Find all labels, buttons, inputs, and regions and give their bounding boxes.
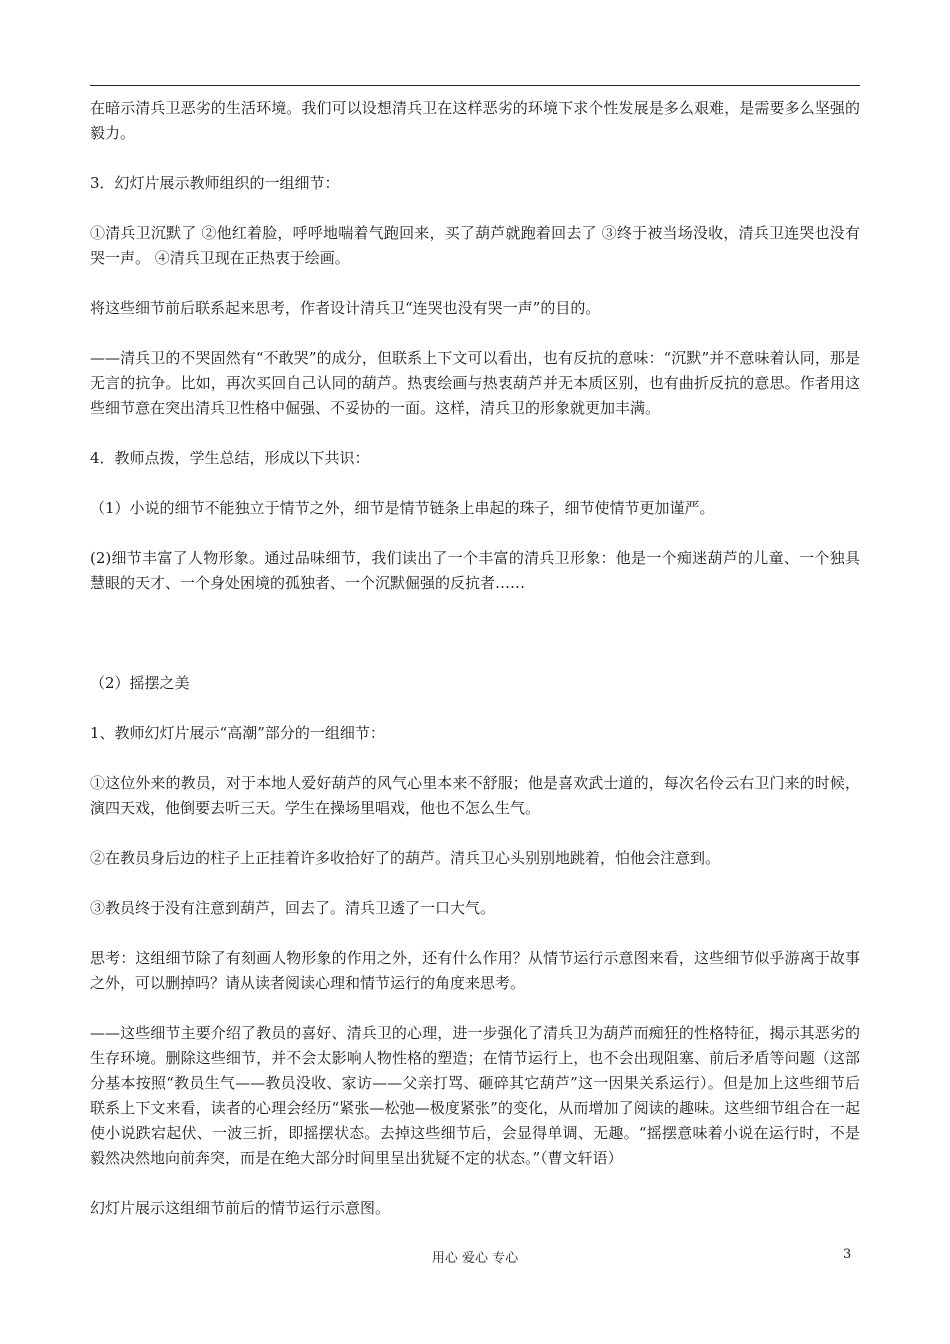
paragraph: 将这些细节前后联系起来思考，作者设计清兵卫“连哭也没有哭一声”的目的。 bbox=[90, 299, 601, 317]
section-heading: （2）摇摆之美 bbox=[90, 674, 190, 692]
paragraph: ①这位外来的教员，对于本地人爱好葫芦的风气心里本来不舒服；他是喜欢武士道的，每次名伶云右卫门来的时候，演四天戏，他倒要去听三天。学生在操场里唱戏，他也不怎么生气。 bbox=[90, 774, 860, 817]
paragraph: ——这些细节主要介绍了教员的喜好、清兵卫的心理，进一步强化了清兵卫为葫芦而痴狂的性格特征，揭示其恶劣的生存环境。删除这些细节，并不会太影响人物性格的塑造；在情节运行上，也不会出现阻塞、前后矛盾等问题（这部分基本按照“教员生气——教员没收、家访——父亲打骂、砸碎其它葫芦”这一因果关系运行）。但是加上这些细节后联系上下文来看，读者的心理会经历“紧张—松弛—极度紧张”的变化，从而增加了阅读的趣味。这些细节组合在一起使小说跌宕起伏、一波三折，即摇摆状态。去掉这些细节后，会显得单调、无趣。“摇摆意味着小说在运行时，不是毅然决然地向前奔突，而是在绝大部分时间里呈出犹疑不定的状态。”（曹文轩语） bbox=[90, 1024, 860, 1167]
paragraph: 幻灯片展示这组细节前后的情节运行示意图。 bbox=[90, 1199, 391, 1217]
paragraph: ①清兵卫沉默了 ②他红着脸，呼呼地喘着气跑回来，买了葫芦就跑着回去了 ③终于被当场没收，清兵卫连哭也没有哭一声。 ④清兵卫现在正热衷于绘画。 bbox=[90, 224, 860, 267]
paragraph: 在暗示清兵卫恶劣的生活环境。我们可以设想清兵卫在这样恶劣的环境下求个性发展是多么艰难，是需要多么坚强的毅力。 bbox=[90, 99, 860, 142]
paragraph: (2)细节丰富了人物形象。通过品味细节，我们读出了一个丰富的清兵卫形象：他是一个痴迷葫芦的儿童、一个独具慧眼的天才、一个身处困境的孤独者、一个沉默倔强的反抗者…… bbox=[90, 549, 860, 592]
paragraph: ②在教员身后边的柱子上正挂着许多收拾好了的葫芦。清兵卫心头别别地跳着，怕他会注意到。 bbox=[90, 849, 721, 867]
paragraph: ③教员终于没有注意到葫芦，回去了。清兵卫透了一口大气。 bbox=[90, 899, 496, 917]
footer-motto: 用心 爱心 专心 bbox=[431, 1251, 519, 1266]
section-spacer bbox=[90, 621, 860, 671]
header-rule bbox=[90, 85, 860, 86]
paragraph: 1、教师幻灯片展示“高潮”部分的一组细节： bbox=[90, 724, 385, 742]
paragraph: （1）小说的细节不能独立于情节之外，细节是情节链条上串起的珠子，细节使情节更加谨严。 bbox=[90, 499, 715, 517]
document-body bbox=[90, 96, 860, 1246]
paragraph: 3．幻灯片展示教师组织的一组细节： bbox=[90, 174, 340, 192]
paragraph: ——清兵卫的不哭固然有“不敢哭”的成分，但联系上下文可以看出，也有反抗的意味：“沉默”并不意味着认同，那是无言的抗争。比如，再次买回自己认同的葫芦。热衷绘画与热衷葫芦并无本质区别，也有曲折反抗的意思。作者用这些细节意在突出清兵卫性格中倔强、不妥协的一面。这样，清兵卫的形象就更加丰满。 bbox=[90, 349, 860, 417]
paragraph: 思考：这组细节除了有刻画人物形象的作用之外，还有什么作用？从情节运行示意图来看，这些细节似乎游离于故事之外，可以删掉吗？请从读者阅读心理和情节运行的角度来思考。 bbox=[90, 949, 860, 992]
page-number: 3 bbox=[843, 1247, 852, 1262]
paragraph: 4．教师点拨，学生总结，形成以下共识： bbox=[90, 449, 370, 467]
